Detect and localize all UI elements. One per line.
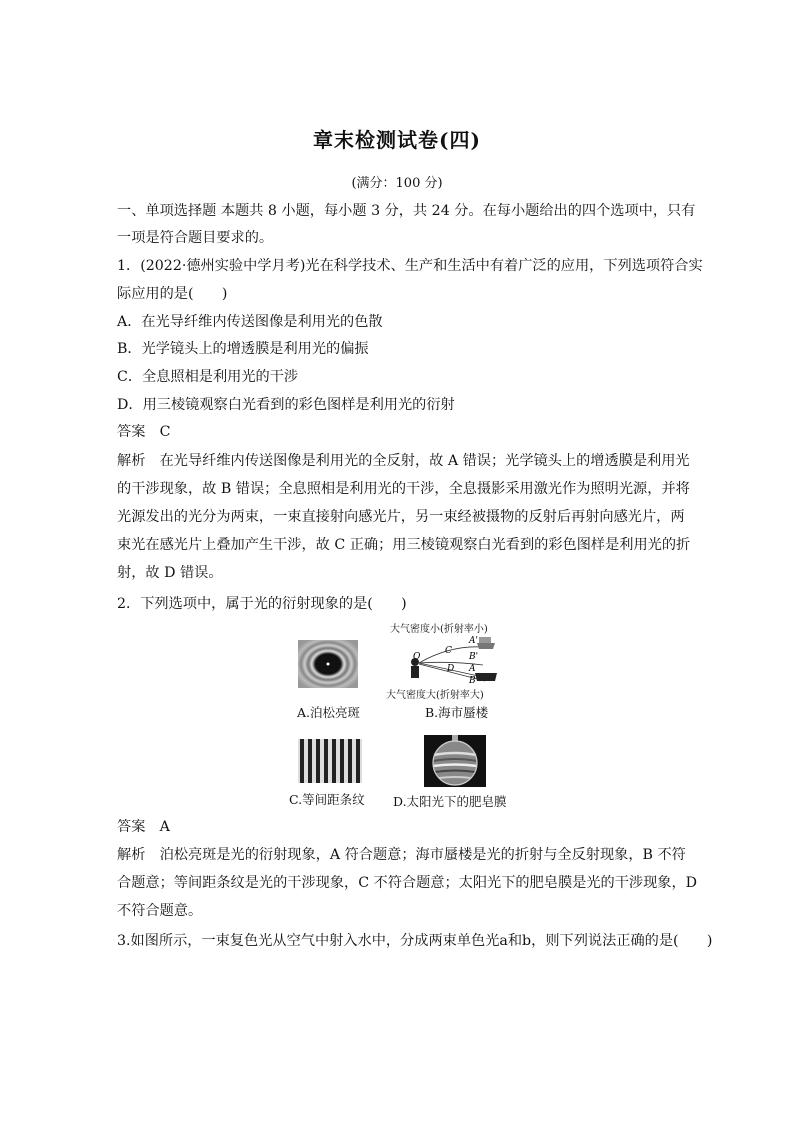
q2-answer: 答案 A bbox=[117, 819, 170, 835]
poisson-spot-image bbox=[298, 640, 358, 688]
mirage-label-a-prime: A' bbox=[469, 636, 478, 646]
q1-option-a: A．在光导纤维内传送图像是利用光的色散 bbox=[117, 314, 383, 330]
mirage-label-b-prime: B' bbox=[469, 652, 479, 662]
mirage-label-d: D bbox=[447, 664, 455, 674]
figure-d-caption: D.太阳光下的肥皂膜 bbox=[393, 794, 507, 809]
figure-a-caption: A.泊松亮斑 bbox=[297, 705, 361, 720]
mirage-diagram bbox=[405, 633, 500, 685]
q1-option-d: D．用三棱镜观察白光看到的彩色图样是利用光的衍射 bbox=[117, 397, 455, 413]
score-note: (满分：100 分) bbox=[351, 176, 443, 191]
q2-stem: 2．下列选项中，属于光的衍射现象的是( ) bbox=[117, 596, 407, 612]
q1-stem-line-1: 1．(2022·德州实验中学月考)光在科学技术、生产和生活中有着广泛的应用，下列选项符合实 bbox=[117, 258, 703, 274]
q2-analysis-line-1: 解析 泊松亮斑是光的衍射现象，A 符合题意；海市蜃楼是光的折射与全反射现象，B 不符 bbox=[117, 847, 686, 863]
q3-stem: 3.如图所示，一束复色光从空气中射入水中，分成两束单色光a和b，则下列说法正确的是( ) bbox=[117, 933, 713, 949]
fringe-pattern-image bbox=[298, 739, 362, 783]
figure-b-caption: B.海市蜃楼 bbox=[425, 705, 489, 720]
q1-answer: 答案 C bbox=[117, 424, 171, 440]
mirage-label-b: B bbox=[469, 676, 476, 685]
figure-c-caption: C.等间距条纹 bbox=[289, 792, 365, 807]
q1-analysis-line-5: 射，故 D 错误。 bbox=[117, 565, 223, 581]
q1-stem-line-2: 际应用的是( ) bbox=[117, 286, 228, 302]
q1-option-b: B．光学镜头上的增透膜是利用光的偏振 bbox=[117, 341, 369, 357]
mirage-label-c: C bbox=[445, 646, 452, 656]
mirage-label-a: A bbox=[469, 664, 476, 674]
q1-analysis-line-1: 解析 在光导纤维内传送图像是利用光的全反射，故 A 错误；光学镜头上的增透膜是利用光 bbox=[117, 453, 690, 469]
figure-b-top-label: 大气密度小(折射率小) bbox=[390, 624, 488, 635]
page-title: 章末检测试卷(四) bbox=[313, 128, 481, 152]
q1-option-c: C．全息照相是利用光的干涉 bbox=[117, 369, 299, 385]
soap-film-image bbox=[424, 735, 486, 787]
q2-analysis-line-3: 不符合题意。 bbox=[117, 903, 203, 919]
q1-analysis-line-3: 光源发出的光分为两束，一束直接射向感光片，另一束经被摄物的反射后再射向感光片，两 bbox=[117, 509, 685, 525]
section-heading-line-2: 一项是符合题目要求的。 bbox=[117, 230, 274, 246]
figure-b-bottom-label: 大气密度大(折射率大) bbox=[386, 690, 484, 701]
section-heading-line-1: 一、单项选择题 本题共 8 小题，每小题 3 分，共 24 分。在每小题给出的四个选项中，只有 bbox=[117, 203, 696, 219]
q1-analysis-line-4: 束光在感光片上叠加产生干涉，故 C 正确；用三棱镜观察白光看到的彩色图样是利用光的折 bbox=[117, 537, 691, 553]
q1-analysis-line-2: 的干涉现象，故 B 错误；全息照相是利用光的干涉，全息摄影采用激光作为照明光源，并将 bbox=[117, 481, 690, 497]
mirage-label-o: O bbox=[413, 652, 421, 662]
q2-analysis-line-2: 合题意；等间距条纹是光的干涉现象，C 不符合题意；太阳光下的肥皂膜是光的干涉现象，D bbox=[117, 875, 698, 891]
